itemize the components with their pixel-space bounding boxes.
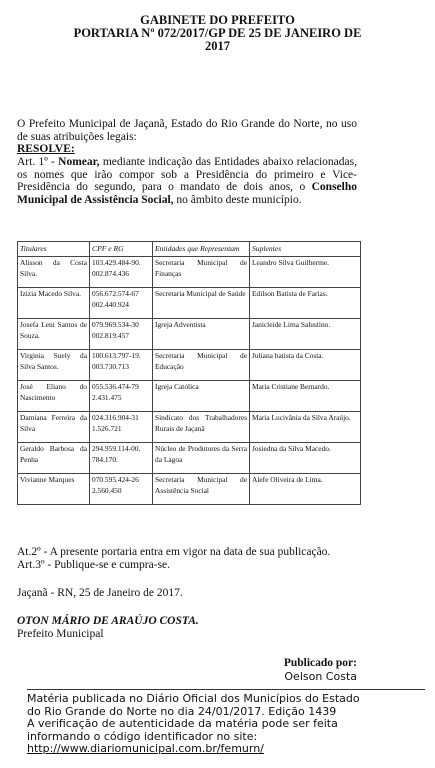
signer-name: OTON MÁRIO DE ARAÚJO COSTA. bbox=[17, 615, 199, 627]
titular-cell: Josefa Leni Santos de Souza. bbox=[18, 319, 90, 350]
column-header-suplentes: Suplentes bbox=[250, 242, 361, 257]
publication-note-line-4: informando o código identificador no site: bbox=[27, 729, 258, 743]
intro-paragraph: O Prefeito Municipal de Jaçanã, Estado do Rio Grande do Norte, no uso de suas atribuições legais: bbox=[17, 118, 357, 143]
article-1-verb: Nomear, bbox=[58, 156, 100, 168]
office-title: GABINETE DO PREFEITO bbox=[140, 13, 295, 27]
doc-cell: 056.672.574-67 002.440.924 bbox=[90, 288, 153, 319]
titular-cell: Izizia Macedo Silva. bbox=[18, 288, 90, 319]
suplente-cell: Juliana batista da Costa. bbox=[250, 350, 361, 381]
entidade-cell: Núcleo de Produtores da Serra da Lagoa bbox=[153, 443, 250, 474]
article-2: At.2º - A presente portaria entra em vigor na data de sua publicação. bbox=[17, 546, 331, 558]
titular-cell: Damiana Ferreira da Silva bbox=[18, 412, 90, 443]
entidade-cell: Secretaria Municipal de Assistência Social bbox=[153, 474, 250, 505]
suplente-cell: Leandro Silva Guilherme. bbox=[250, 257, 361, 288]
table-header-row bbox=[18, 242, 361, 257]
suplente-cell: Maria Cristiane Bernardo. bbox=[250, 381, 361, 412]
doc-cell: 103.429.484-90. 002.874.436 bbox=[90, 257, 153, 288]
council-name: Conselho Municipal de Assistência Social, bbox=[17, 181, 357, 206]
resolve-heading: RESOLVE: bbox=[17, 143, 75, 155]
publication-note-line-3: A verificação de autenticidade da matéria pode ser feita bbox=[27, 717, 338, 730]
table-row bbox=[18, 257, 361, 288]
publication-note-line-1: Matéria publicada no Diário Oficial dos Municípios do Estado bbox=[27, 692, 360, 705]
suplente-cell: Alefe Oliveira de Lima. bbox=[250, 474, 361, 505]
entidade-cell: Secretaria Municipal de Finanças bbox=[153, 257, 250, 288]
column-header-cpf-rg: CPF e RG bbox=[90, 242, 153, 257]
published-by-label: Publicado por: bbox=[283, 657, 357, 669]
verification-link[interactable]: http://www.diariomunicipal.com.br/femurn/ bbox=[27, 742, 264, 755]
titular-cell: José Eliano do Nascimento bbox=[18, 381, 90, 412]
entidade-cell: Secretaria Municipal de Saúde bbox=[153, 288, 250, 319]
ordinance-year: 2017 bbox=[205, 39, 230, 53]
doc-cell: 294.959.114-00. 784.170. bbox=[90, 443, 153, 474]
article-3: Art.3º - Publique-se e cumpra-se. bbox=[17, 559, 171, 571]
table-row bbox=[18, 319, 361, 350]
entidade-cell: Igreja Católica bbox=[153, 381, 250, 412]
doc-cell: 024.316.904-31 1.526.721 bbox=[90, 412, 153, 443]
table-row bbox=[18, 350, 361, 381]
table-row bbox=[18, 443, 361, 474]
place-date: Jaçanã - RN, 25 de Janeiro de 2017. bbox=[17, 587, 183, 599]
doc-cell: 070.595.424-26 2.560.450 bbox=[90, 474, 153, 505]
entidade-cell: Igreja Adventista bbox=[153, 319, 250, 350]
article-1-prefix: Art. 1º - bbox=[17, 156, 59, 168]
table-row bbox=[18, 474, 361, 505]
doc-cell: 100.613.797-19. 003.730.713 bbox=[90, 350, 153, 381]
article-1 bbox=[17, 156, 357, 206]
titular-cell: Alisson da Costa Silva. bbox=[18, 257, 90, 288]
entidade-cell: Secretaria Municipal de Educação bbox=[153, 350, 250, 381]
signer-title: Prefeito Municipal bbox=[17, 628, 104, 640]
column-header-entidades: Entidades que Representam bbox=[153, 242, 250, 257]
publication-note bbox=[27, 693, 375, 756]
ordinance-title: PORTARIA Nº 072/2017/GP DE 25 DE JANEIRO DE bbox=[73, 26, 362, 40]
entidade-cell: Sindicato dos Trabalhadores Rurais de Jaçanã bbox=[153, 412, 250, 443]
published-by-name: Oelson Costa bbox=[284, 670, 357, 683]
members-table bbox=[17, 241, 361, 505]
titular-cell: Virginia Suely da Silva Santos. bbox=[18, 350, 90, 381]
titular-cell: Geraldo Barbosa da Penha bbox=[18, 443, 90, 474]
titular-cell: Vivianne Marques bbox=[18, 474, 90, 505]
footer-divider bbox=[27, 689, 425, 690]
suplente-cell: Maria Lucivânia da Silva Araújo. bbox=[250, 412, 361, 443]
article-1-text: mediante indicação das Entidades abaixo relacionadas, os nomes que irão compor sob a Presidência do primeiro e Vice-Presidência do segundo, para o mandato de dois anos, o bbox=[17, 156, 357, 193]
suplente-cell: Janicleide Lima Salustino. bbox=[250, 319, 361, 350]
table-row bbox=[18, 288, 361, 319]
suplente-cell: Josiedna da Silva Macedo. bbox=[250, 443, 361, 474]
publication-note-line-2: do Rio Grande do Norte no dia 24/01/2017. Edição 1439 bbox=[27, 704, 337, 718]
table-row bbox=[18, 412, 361, 443]
doc-cell: 055.536.474-79 2.431.475 bbox=[90, 381, 153, 412]
doc-cell: 079.969.534-30 002.819.457 bbox=[90, 319, 153, 350]
column-header-titulares: Titulares bbox=[18, 242, 90, 257]
suplente-cell: Edilson Batista de Farias. bbox=[250, 288, 361, 319]
article-1-text-end: no âmbito deste município. bbox=[173, 193, 302, 206]
table-row bbox=[18, 381, 361, 412]
